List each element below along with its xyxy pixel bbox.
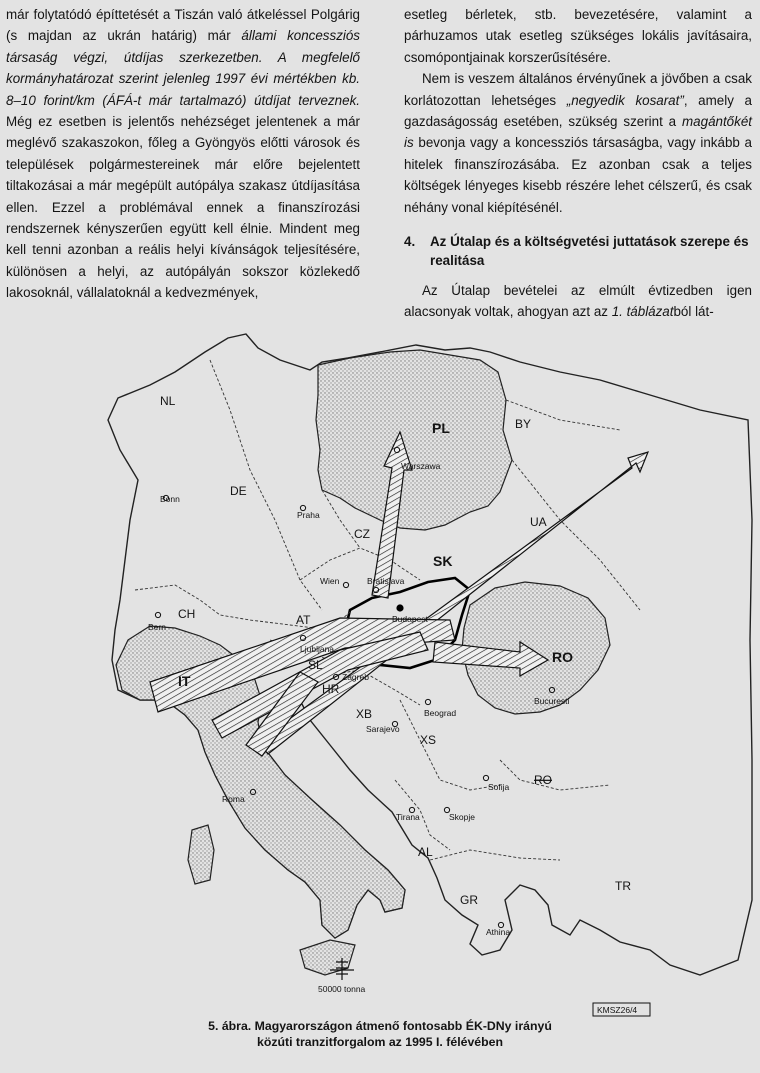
city-bern: Bern xyxy=(148,622,166,632)
caption-line-2: közúti tranzitforgalom az 1995 I. félévében xyxy=(256,1035,503,1049)
caption-line-1: 5. ábra. Magyarországon átmenő fontosabb ÉK-DNy irányú xyxy=(208,1019,552,1033)
label-ch: CH xyxy=(178,607,196,621)
right-paragraph-3 xyxy=(404,280,752,323)
map-code: KMSZ26/4 xyxy=(597,1005,638,1015)
label-xb: XB xyxy=(356,707,373,721)
label-it: IT xyxy=(178,673,191,689)
label-cz: CZ xyxy=(354,527,370,541)
label-sk: SK xyxy=(433,553,453,569)
label-tr: TR xyxy=(615,879,631,893)
label-gr: GR xyxy=(460,893,478,907)
left-p1-italic: állami koncessziós társaság végzi, útdíjas szerkezetben. A megfelelő kormányhatározat szerint jelenleg 1997 évi mértékben kb. 8–10 forint/km (ÁFÁ-t már tartalmazó) útdíjat terveznek. xyxy=(6,28,361,108)
right-p3-part-c: ból lát- xyxy=(673,304,714,320)
label-bg-struck: RO xyxy=(534,773,552,787)
figure-caption xyxy=(0,1018,760,1050)
right-p2-part-a: Nem is veszem általános érvényűnek a jövőben a csak korlátozottan lehetséges xyxy=(404,71,752,108)
city-sofija: Sofija xyxy=(488,782,510,792)
city-roma: Roma xyxy=(222,794,245,804)
sardinia-island xyxy=(188,825,214,884)
city-beograd: Beograd xyxy=(424,708,457,718)
label-sl: SL xyxy=(308,658,323,672)
city-ljubljana: Ljubljana xyxy=(300,644,335,654)
label-ro: RO xyxy=(552,649,573,665)
city-bratislava: Bratislava xyxy=(367,576,405,586)
transit-map-figure xyxy=(0,332,760,1017)
label-nl: NL xyxy=(160,394,176,408)
right-paragraph-2 xyxy=(404,68,752,218)
section-gap xyxy=(404,218,752,232)
city-skopje: Skopje xyxy=(449,812,475,822)
city-budapest: Budapest xyxy=(392,614,428,624)
city-wien: Wien xyxy=(320,576,340,586)
city-tirana: Tirana xyxy=(396,812,420,822)
label-de: DE xyxy=(230,484,247,498)
left-paragraph xyxy=(6,4,360,304)
city-zagreb: Zagreb xyxy=(342,672,369,682)
left-p1-part-c: Még ez esetben is jelentős nehézséget jelentenek a már meglévő szakaszokon, főleg a Gyöngyös előtti városok és települések polgármestereinek már előre bejelentett tiltakozásai a már megépült autópálya szakasz útdíjasítása ellen. Ezzel a problémával ennek a finanszírozási rendszernek kényszerűen együtt kell élnie. Mindent meg kell tenni azonban a reális helyi kívánságok teljesítésére, különösen a helyi, az autópályán sokszor közlekedő lakosoknál, vállalatoknál a kedvezmények, xyxy=(6,114,360,301)
label-al: AL xyxy=(418,845,433,859)
right-p3-italic: 1. táblázat xyxy=(611,304,674,320)
city-athina: Athina xyxy=(486,927,511,937)
scale-label: 50000 tonna xyxy=(318,984,366,994)
city-bucuresti: Bucuresti xyxy=(534,696,570,706)
right-p2-part-e: bevonja vagy a koncessziós társaságba, vagy inkább a hitelek finanszírozásába. Ez azonban csak a teljes költségek lényeges kisebb részére lehet célszerű, és csak néhány vonal kiépítésénél. xyxy=(404,135,752,215)
label-xs: XS xyxy=(420,733,437,747)
budapest-marker xyxy=(396,604,403,611)
label-at: AT xyxy=(296,613,311,627)
left-text-column xyxy=(6,4,360,304)
right-text-column xyxy=(404,4,752,323)
right-p2-italic-a: „negyedik kosarat” xyxy=(566,92,684,108)
poland-dotted-area xyxy=(316,350,512,530)
section-number: 4. xyxy=(404,234,416,250)
city-warszawa: Warszawa xyxy=(401,461,441,471)
right-p2-part-c: , amely a gazdaságosság esetében, szükség szerint a xyxy=(404,92,752,130)
right-p3-part-a: Az Útalap bevételei az elmúlt évtizedben igen alacsonyak voltak, ahogyan azt az xyxy=(404,283,752,320)
right-p2-italic-b: magántőkét is xyxy=(404,114,752,151)
city-praha: Praha xyxy=(297,510,320,520)
city-bonn: Bonn xyxy=(160,494,180,504)
section-heading xyxy=(404,232,752,270)
right-paragraph-1: esetleg bérletek, stb. bevezetésére, valamint a párhuzamos utak esetleg szükséges lokális javításaira, csomópontjainak korszerűsítésére. xyxy=(404,7,752,65)
left-p1-part-a: már folytatódó építtetését a Tiszán való átkeléssel Polgárig (s majdan az ukrán határig) már xyxy=(6,7,360,44)
label-by: BY xyxy=(515,417,532,431)
label-hr: HR xyxy=(322,682,340,696)
section-title: Az Útalap és a költségvetési juttatások szerepe és realitása xyxy=(430,234,749,269)
city-sarajevo: Sarajevo xyxy=(366,724,400,734)
label-ua: UA xyxy=(530,515,547,529)
label-pl: PL xyxy=(432,420,450,436)
section-gap-2 xyxy=(404,270,752,280)
map-svg xyxy=(0,332,760,1017)
